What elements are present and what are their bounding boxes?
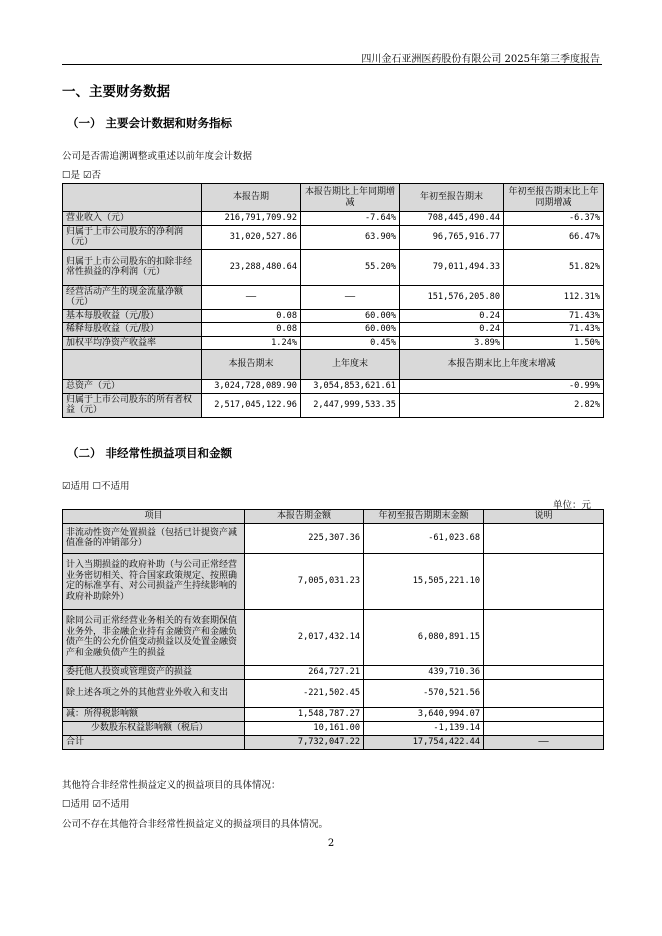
table-cell: -570,521.56 <box>364 679 484 707</box>
table-cell: -221,502.45 <box>245 679 364 707</box>
header-cell: 上年度末 <box>301 350 400 380</box>
restate-question: 公司是否需追溯调整或重述以前年度会计数据 <box>62 151 253 162</box>
table-cell: 7,005,031.23 <box>245 553 364 609</box>
table-cell: —— <box>202 285 301 309</box>
page-header: 四川金石亚洲医药股份有限公司 2025年第三季度报告 <box>361 54 600 65</box>
table-row <box>63 225 604 249</box>
table-cell: 71.43% <box>504 309 604 323</box>
table-cell: 96,765,916.77 <box>400 225 504 249</box>
table-cell: 264,727.21 <box>245 665 364 679</box>
table-cell <box>484 721 604 735</box>
table-cell: 2,517,045,122.96 <box>202 393 301 417</box>
header-cell <box>63 184 202 212</box>
table-cell: 15,505,221.10 <box>364 553 484 609</box>
other-items-note: 其他符合非经常性损益定义的损益项目的具体情况： <box>62 780 281 791</box>
table-row <box>63 553 604 609</box>
other-items-checkbox: ☐适用 ☑不适用 <box>62 799 130 810</box>
subsection-title: （一） 主要会计数据和财务指标 <box>67 116 233 130</box>
table-cell: 2,447,999,533.35 <box>301 393 400 417</box>
header-cell: 本报告期末比上年度末增减 <box>400 350 604 380</box>
table-cell: -6.37% <box>504 212 604 226</box>
table-cell: 63.90% <box>301 225 400 249</box>
header-cell: 本报告期比上年同期增减 <box>301 184 400 212</box>
table-cell: 708,445,490.44 <box>400 212 504 226</box>
table-row <box>63 285 604 309</box>
table-header-row <box>63 350 604 380</box>
row-label: 归属于上市公司股东的所有者权益（元） <box>63 393 202 417</box>
table-cell: 3,640,994.07 <box>364 707 484 721</box>
subsection-title: （二） 非经常性损益项目和金额 <box>67 446 233 460</box>
final-note: 公司不存在其他符合非经常性损益定义的损益项目的具体情况。 <box>62 819 329 830</box>
row-label: 委托他人投资或管理资产的损益 <box>63 665 245 679</box>
table-cell: 225,307.36 <box>245 523 364 553</box>
row-label: 归属于上市公司股东的扣除非经常性损益的净利润（元） <box>63 249 202 285</box>
table-cell: 0.45% <box>301 336 400 350</box>
row-label: 加权平均净资产收益率 <box>63 336 202 350</box>
table-cell: -7.64% <box>301 212 400 226</box>
restate-checkbox: ☐是 ☑否 <box>62 170 102 181</box>
table-row <box>63 523 604 553</box>
row-label: 经营活动产生的现金流量净额（元） <box>63 285 202 309</box>
table-row <box>63 393 604 417</box>
table-cell: 55.20% <box>301 249 400 285</box>
table-cell <box>484 707 604 721</box>
table-row <box>63 380 604 394</box>
table-cell: 2,017,432.14 <box>245 609 364 665</box>
table-row <box>63 212 604 226</box>
header-cell: 本报告期金额 <box>245 510 364 524</box>
row-label: 除同公司正常经营业务相关的有效套期保值业务外，非金融企业持有金融资产和金融负债产生的公允价值变动损益以及处置金融资产和金融负债产生的损益 <box>63 609 245 665</box>
row-label: 少数股东权益影响额（税后） <box>63 721 245 735</box>
table-cell: 216,791,709.92 <box>202 212 301 226</box>
table-row <box>63 609 604 665</box>
table-cell: 7,732,047.22 <box>245 735 364 749</box>
table-cell: 1.50% <box>504 336 604 350</box>
table-cell <box>484 523 604 553</box>
table-cell <box>484 553 604 609</box>
header-cell: 本报告期末 <box>202 350 301 380</box>
table-cell: —— <box>484 735 604 749</box>
non-recurring-table <box>62 509 604 750</box>
row-label: 基本每股收益（元/股） <box>63 309 202 323</box>
row-label: 归属于上市公司股东的净利润（元） <box>63 225 202 249</box>
unit-label: 单位：元 <box>552 500 591 511</box>
table-cell: 17,754,422.44 <box>364 735 484 749</box>
table-cell: -0.99% <box>400 380 604 394</box>
header-rule <box>62 64 602 65</box>
table-cell <box>63 350 202 380</box>
section-title: 一、主要财务数据 <box>62 84 170 100</box>
table-row <box>63 679 604 707</box>
table-row <box>63 707 604 721</box>
row-label: 非流动性资产处置损益（包括已计提资产减值准备的冲销部分） <box>63 523 245 553</box>
page-number: 2 <box>327 838 335 849</box>
table-cell: 0.24 <box>400 323 504 337</box>
table-cell: 112.31% <box>504 285 604 309</box>
financial-data-table <box>62 183 604 418</box>
header-cell: 说明 <box>484 510 604 524</box>
table-header-row <box>63 510 604 524</box>
table-row <box>63 721 604 735</box>
row-label: 稀释每股收益（元/股） <box>63 323 202 337</box>
table-cell: 79,011,494.33 <box>400 249 504 285</box>
header-cell: 项目 <box>63 510 245 524</box>
table-cell <box>484 609 604 665</box>
table-cell: 23,288,480.64 <box>202 249 301 285</box>
row-label: 计入当期损益的政府补助（与公司正常经营业务密切相关、符合国家政策规定、按照确定的标准享有、对公司损益产生持续影响的政府补助除外） <box>63 553 245 609</box>
table-cell: 1.24% <box>202 336 301 350</box>
table-row <box>63 665 604 679</box>
table-row <box>63 309 604 323</box>
table-cell: 151,576,205.80 <box>400 285 504 309</box>
header-cell: 年初至报告期期末金额 <box>364 510 484 524</box>
table-cell: 0.08 <box>202 309 301 323</box>
table-cell: 1,548,787.27 <box>245 707 364 721</box>
table-cell: 3.89% <box>400 336 504 350</box>
table-header-row <box>63 184 604 212</box>
row-label: 营业收入（元） <box>63 212 202 226</box>
table-cell <box>484 679 604 707</box>
table-row <box>63 249 604 285</box>
table-cell: -1,139.14 <box>364 721 484 735</box>
row-label: 除上述各项之外的其他营业外收入和支出 <box>63 679 245 707</box>
header-cell: 本报告期 <box>202 184 301 212</box>
table-cell: 71.43% <box>504 323 604 337</box>
table-cell: —— <box>301 285 400 309</box>
table-cell: 0.24 <box>400 309 504 323</box>
table-cell: 3,024,728,089.90 <box>202 380 301 394</box>
table-cell: 60.00% <box>301 309 400 323</box>
table-cell: 6,080,891.15 <box>364 609 484 665</box>
table-cell: 3,054,853,621.61 <box>301 380 400 394</box>
header-cell: 年初至报告期末 <box>400 184 504 212</box>
row-label: 总资产（元） <box>63 380 202 394</box>
row-label: 减：所得税影响额 <box>63 707 245 721</box>
table-cell <box>484 665 604 679</box>
table-cell: 51.82% <box>504 249 604 285</box>
table-cell: 31,020,527.86 <box>202 225 301 249</box>
table-cell: 60.00% <box>301 323 400 337</box>
row-label: 合计 <box>63 735 245 749</box>
table-cell: 66.47% <box>504 225 604 249</box>
table-total-row <box>63 735 604 749</box>
table-cell: -61,023.68 <box>364 523 484 553</box>
table-cell: 439,710.36 <box>364 665 484 679</box>
applicable-checkbox: ☑适用 ☐不适用 <box>62 481 130 492</box>
table-cell: 0.08 <box>202 323 301 337</box>
table-row <box>63 336 604 350</box>
table-cell: 2.82% <box>400 393 604 417</box>
header-cell: 年初至报告期末比上年同期增减 <box>504 184 604 212</box>
table-cell: 10,161.00 <box>245 721 364 735</box>
table-row <box>63 323 604 337</box>
